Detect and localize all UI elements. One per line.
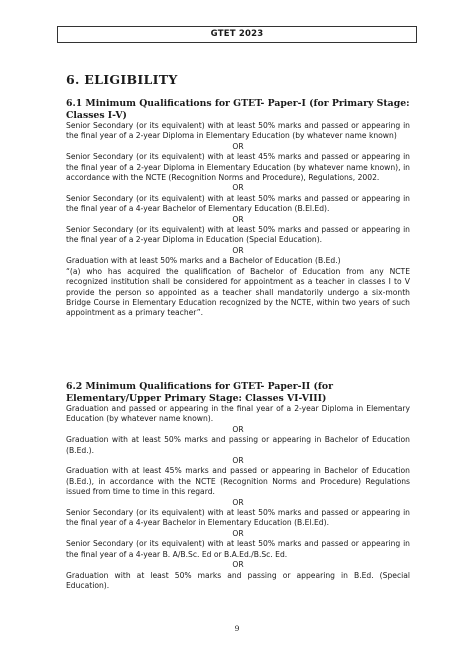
or-separator: OR <box>232 214 244 224</box>
or-separator: OR <box>232 245 244 255</box>
or-separator: OR <box>232 497 244 507</box>
qualification-item: Graduation with at least 50% marks and passing or appearing in B.Ed. (Special Education). <box>66 570 410 590</box>
section-title: 6. ELIGIBILITY <box>66 72 178 87</box>
subsection-heading: 6.1 Minimum Qualifications for GTET- Paper-I (for Primary Stage: Classes I-V) <box>66 98 410 121</box>
or-separator: OR <box>232 424 244 434</box>
or-separator: OR <box>232 456 244 466</box>
or-separator: OR <box>232 560 244 570</box>
subsection-paper-1 <box>66 98 410 319</box>
qualification-note: “(a) who has acquired the qualification of Bachelor of Education from any NCTE recognized institution shall be considered for appointment as a teacher in classes I to V provide the person so appointed as a teacher shall mandatorily undergo a six-month Bridge Course in Elementary Education recognized by the NCTE, within two years of such appointment as a primary teacher”. <box>66 266 410 318</box>
subsection-heading: 6.2 Minimum Qualifications for GTET- Paper-II (for Elementary/Upper Primary Stage: Classes VI-VIII) <box>66 381 333 404</box>
qualification-item: Graduation and passed or appearing in the final year of a 2-year Diploma in Elementary Education (by whatever name known). <box>66 404 410 424</box>
qualification-item: Senior Secondary (or its equivalent) with at least 45% marks and passed or appearing in the final year of a 2-year Diploma in Elementary Education (by whatever name known), in accordance with the NCTE (Recognition Norms and Procedure), Regulations, 2002. <box>66 152 410 183</box>
qualification-item: Graduation with at least 50% marks and a Bachelor of Education (B.Ed.) <box>66 256 341 266</box>
or-separator: OR <box>232 141 244 151</box>
qualification-item: Senior Secondary (or its equivalent) with at least 50% marks and passed or appearing in the final year of a 2-year Diploma in Elementary Education (by whatever name known) <box>66 121 410 141</box>
qualification-item: Senior Secondary (or its equivalent) with at least 50% marks and passed or appearing in the final year of a 4-year B. A/B.Sc. Ed or B.A.Ed./B.Sc. Ed. <box>66 539 410 559</box>
qualification-item: Senior Secondary (or its equivalent) with at least 50% marks and passed or appearing in the final year of a 4-year Bachelor of Elementary Education (B.El.Ed). <box>66 193 410 214</box>
or-separator: OR <box>232 183 244 193</box>
qualification-item: Senior Secondary (or its equivalent) with at least 50% marks and passed or appearing in the final year of a 4-year Bachelor in Elementary Education (B.El.Ed). <box>66 508 410 528</box>
or-separator: OR <box>232 528 244 538</box>
document-header: GTET 2023 <box>57 26 417 43</box>
qualification-item: Graduation with at least 45% marks and passed or appearing in Bachelor of Education (B.Ed.), in accordance with the NCTE (Recognition Norms and Procedure) Regulations issued from time to time in this regard. <box>66 466 410 497</box>
subsection-paper-2 <box>66 381 410 591</box>
page-number: 9 <box>234 624 240 633</box>
qualification-item: Graduation with at least 50% marks and passing or appearing in Bachelor of Education (B.Ed.). <box>66 435 410 455</box>
qualification-item: Senior Secondary (or its equivalent) with at least 50% marks and passed or appearing in the final year of a 2-year Diploma in Education (Special Education). <box>66 225 410 245</box>
